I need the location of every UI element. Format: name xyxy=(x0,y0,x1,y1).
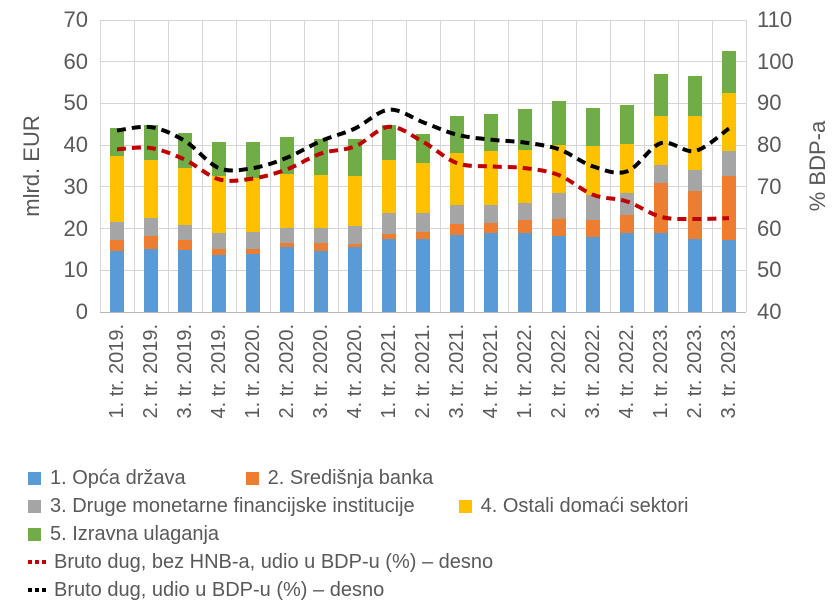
legend-item xyxy=(28,578,384,602)
line-bruto-dug xyxy=(117,110,729,173)
y-tick-left: 20 xyxy=(63,215,88,241)
legend-item xyxy=(28,522,219,546)
x-tick-label: 1. tr. 2020. xyxy=(242,324,264,419)
legend xyxy=(28,464,689,604)
legend-label: 1. Opća država xyxy=(50,467,186,489)
left-axis-title: mlrd. EUR xyxy=(19,115,44,217)
y-tick-left: 60 xyxy=(63,48,88,74)
x-tick-label: 2. tr. 2023. xyxy=(684,324,706,419)
x-tick-label: 3. tr. 2019. xyxy=(174,324,196,419)
y-tick-left: 70 xyxy=(63,7,88,32)
y-tick-right: 80 xyxy=(757,132,782,158)
line-series-layer xyxy=(100,20,746,312)
y-tick-right: 110 xyxy=(757,7,793,32)
legend-item xyxy=(459,494,689,518)
y-tick-right: 100 xyxy=(757,48,794,74)
y-tick-right: 40 xyxy=(757,299,782,324)
x-tick-label: 4. tr. 2022. xyxy=(616,324,638,419)
x-tick-label: 3. tr. 2023. xyxy=(718,324,740,419)
legend-item xyxy=(28,550,493,574)
x-tick-label: 1. tr. 2021. xyxy=(378,324,400,419)
legend-dash-icon xyxy=(28,588,46,592)
legend-label: 3. Druge monetarne financijske institucije xyxy=(50,495,415,517)
legend-swatch-icon xyxy=(459,500,472,513)
y-tick-left: 30 xyxy=(63,173,88,199)
y-tick-left: 40 xyxy=(63,132,88,158)
x-tick-label: 4. tr. 2019. xyxy=(208,324,230,419)
legend-item xyxy=(28,494,415,518)
y-tick-left: 10 xyxy=(63,257,88,283)
legend-label: Bruto dug, bez HNB-a, udio u BDP-u (%) – desno xyxy=(54,551,494,573)
x-tick-label: 2. tr. 2021. xyxy=(412,324,434,419)
right-axis-title: % BDP-a xyxy=(805,120,830,212)
y-tick-left: 50 xyxy=(63,90,88,116)
x-tick-label: 2. tr. 2019. xyxy=(140,324,162,419)
legend-item xyxy=(28,466,186,490)
legend-item xyxy=(246,466,434,490)
legend-swatch-icon xyxy=(28,472,41,485)
plot-area xyxy=(100,20,746,312)
legend-label: 4. Ostali domaći sektori xyxy=(480,495,689,517)
y-tick-right: 70 xyxy=(757,173,782,199)
x-tick-label: 4. tr. 2021. xyxy=(480,324,502,419)
y-tick-right: 90 xyxy=(757,90,782,116)
legend-swatch-icon xyxy=(28,528,41,541)
legend-dash-icon xyxy=(28,560,46,564)
legend-label: 5. Izravna ulaganja xyxy=(50,523,220,545)
x-tick-label: 3. tr. 2020. xyxy=(310,324,332,419)
y-tick-right: 60 xyxy=(757,215,782,241)
y-tick-left: 0 xyxy=(75,299,88,324)
x-tick-label: 1. tr. 2019. xyxy=(106,324,128,419)
x-tick-label: 2. tr. 2022. xyxy=(548,324,570,419)
x-tick-label: 4. tr. 2020. xyxy=(344,324,366,419)
x-tick-label: 3. tr. 2021. xyxy=(446,324,468,419)
x-tick-label: 1. tr. 2022. xyxy=(514,324,536,419)
x-tick-label: 2. tr. 2020. xyxy=(276,324,298,419)
y-tick-right: 50 xyxy=(757,257,782,283)
legend-label: Bruto dug, udio u BDP-u (%) – desno xyxy=(54,579,385,601)
line-bruto-dug-bez-hnb xyxy=(117,127,729,219)
legend-swatch-icon xyxy=(28,500,41,513)
x-tick-label: 1. tr. 2023. xyxy=(650,324,672,419)
legend-swatch-icon xyxy=(246,472,259,485)
legend-label: 2. Središnja banka xyxy=(267,467,434,489)
x-tick-label: 3. tr. 2022. xyxy=(582,324,604,419)
